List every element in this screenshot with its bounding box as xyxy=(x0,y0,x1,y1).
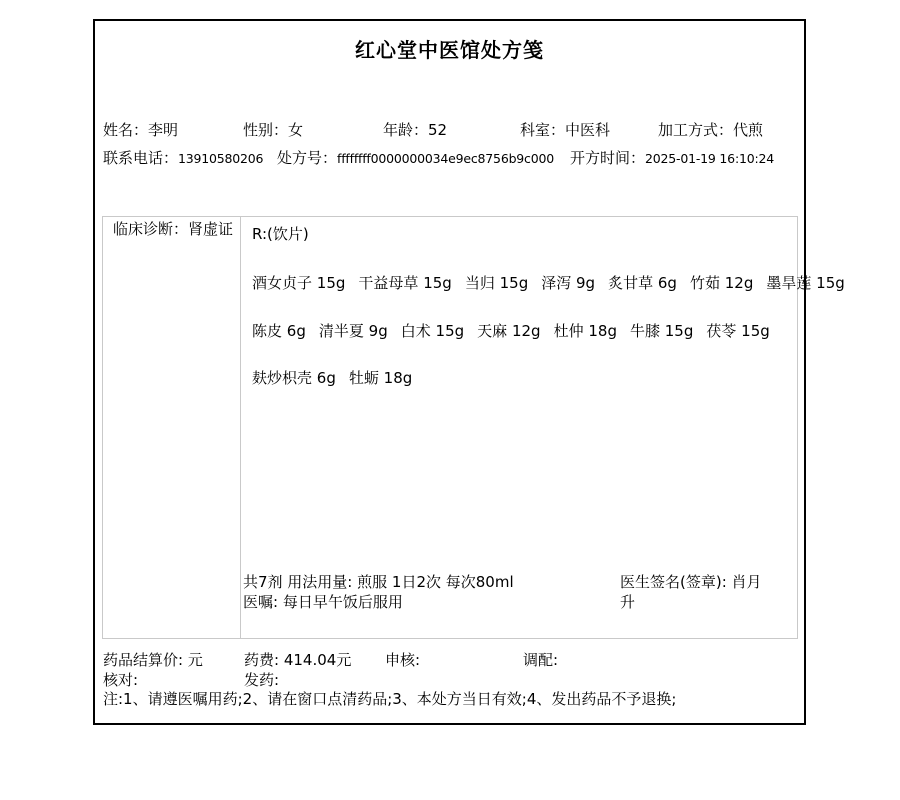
field-label: 加工方式： xyxy=(658,121,734,139)
herb-name: 杜仲 xyxy=(553,322,584,340)
field-clinical-diagnosis xyxy=(113,220,233,238)
column-divider xyxy=(240,217,241,638)
herb-item xyxy=(706,322,769,340)
field-value: 女 xyxy=(288,121,304,139)
herb-name: 墨旱莲 xyxy=(766,274,812,292)
herb-name: 天麻 xyxy=(477,322,508,340)
herb-dose: 6g xyxy=(286,322,306,340)
herb-dose: 15g xyxy=(435,322,465,340)
usage-dosage-line: 共7剂 用法用量: 煎服 1日2次 每次80ml xyxy=(243,573,514,591)
herb-item xyxy=(541,274,595,292)
herb-item xyxy=(358,274,451,292)
field-prescription-number xyxy=(277,149,554,168)
herb-dose: 18g xyxy=(588,322,617,340)
herb-item xyxy=(630,322,693,340)
field-review xyxy=(385,651,420,669)
field-label: 临床诊断： xyxy=(113,220,189,238)
field-value: 中医科 xyxy=(565,121,611,139)
field-label: 处方号： xyxy=(277,149,338,167)
field-label: 药费: xyxy=(244,651,280,669)
doctor-signature-name: 肖月升 xyxy=(620,573,762,611)
herb-dose: 15g xyxy=(316,274,346,292)
herb-item xyxy=(349,369,412,387)
page-title: 红心堂中医馆处方笺 xyxy=(355,38,544,62)
herb-dose: 15g xyxy=(499,274,529,292)
field-label: 科室： xyxy=(520,121,566,139)
herb-name: 干益母草 xyxy=(358,274,419,292)
field-value: ffffffff0000000034e9ec8756b9c000 xyxy=(337,151,554,166)
field-phone xyxy=(103,149,263,168)
herb-dose: 15g xyxy=(741,322,770,340)
herb-name: 牛膝 xyxy=(629,322,660,340)
herb-item xyxy=(465,274,528,292)
field-age xyxy=(383,121,447,139)
herb-item xyxy=(252,322,306,340)
field-label: 性别： xyxy=(243,121,289,139)
herb-dose: 12g xyxy=(511,322,541,340)
herb-name: 陈皮 xyxy=(252,322,283,340)
herb-dose: 15g xyxy=(664,322,694,340)
herb-dose: 6g xyxy=(657,274,677,292)
field-issue xyxy=(244,671,279,689)
herb-name: 炙甘草 xyxy=(608,274,654,292)
herb-item xyxy=(477,322,540,340)
field-gender xyxy=(243,121,303,139)
rx-header: R:(饮片) xyxy=(252,225,309,243)
field-value: 52 xyxy=(428,121,448,139)
herb-name: 当归 xyxy=(464,274,495,292)
herb-item xyxy=(319,322,388,340)
herb-item xyxy=(252,274,345,292)
herb-dose: 9g xyxy=(576,274,596,292)
herb-name: 白术 xyxy=(400,322,431,340)
herb-name: 竹茹 xyxy=(689,274,720,292)
herb-item xyxy=(252,369,336,387)
field-check xyxy=(103,671,138,689)
herb-name: 麸炒枳壳 xyxy=(252,369,313,387)
herb-line xyxy=(252,369,425,387)
field-value: 414.04元 xyxy=(283,651,352,669)
field-label: 药品结算价: xyxy=(103,651,184,669)
herb-item xyxy=(401,322,464,340)
field-label: 开方时间： xyxy=(570,149,646,167)
field-value: 2025-01-19 16:10:24 xyxy=(645,151,774,166)
field-value: 代煎 xyxy=(733,121,764,139)
field-settle-price xyxy=(103,651,203,669)
herb-name: 泽泻 xyxy=(541,274,572,292)
doctor-advice-line: 医嘱: 每日早午饭后服用 xyxy=(243,593,403,611)
field-department xyxy=(520,121,610,139)
field-medicine-fee xyxy=(244,651,351,669)
field-label: 年龄： xyxy=(383,121,429,139)
field-label: 调配: xyxy=(523,651,559,669)
herb-item xyxy=(690,274,753,292)
herb-line xyxy=(252,274,858,292)
field-patient-name xyxy=(103,121,178,139)
herb-dose: 15g xyxy=(816,274,845,292)
herb-item xyxy=(608,274,677,292)
field-value: 肾虚证 xyxy=(188,220,234,238)
field-processing-method xyxy=(658,121,763,139)
herb-name: 清半夏 xyxy=(318,322,364,340)
field-dispense xyxy=(523,651,558,669)
field-label: 发药: xyxy=(244,671,280,689)
field-label: 申核: xyxy=(385,651,421,669)
field-label: 联系电话： xyxy=(103,149,179,167)
herb-dose: 18g xyxy=(383,369,413,387)
herb-dose: 15g xyxy=(423,274,452,292)
doctor-signature xyxy=(620,572,762,612)
field-prescribe-time xyxy=(570,149,774,168)
herb-item xyxy=(554,322,617,340)
herb-line xyxy=(252,322,783,340)
herb-name: 牡蛎 xyxy=(348,369,379,387)
footer-note: 注:1、请遵医嘱用药;2、请在窗口点清药品;3、本处方当日有效;4、发出药品不予退换; xyxy=(103,690,677,708)
herb-dose: 12g xyxy=(724,274,754,292)
herb-name: 茯苓 xyxy=(706,322,737,340)
field-label: 姓名： xyxy=(103,121,149,139)
herb-item xyxy=(766,274,844,292)
herb-dose: 9g xyxy=(368,322,388,340)
field-value: 13910580206 xyxy=(178,151,264,166)
field-value: 李明 xyxy=(148,121,179,139)
field-label: 核对: xyxy=(103,671,139,689)
field-value: 元 xyxy=(187,651,203,669)
usage-block xyxy=(243,572,514,612)
doctor-signature-label: 医生签名(签章): xyxy=(620,573,732,591)
herb-dose: 6g xyxy=(316,369,336,387)
herb-name: 酒女贞子 xyxy=(252,274,313,292)
